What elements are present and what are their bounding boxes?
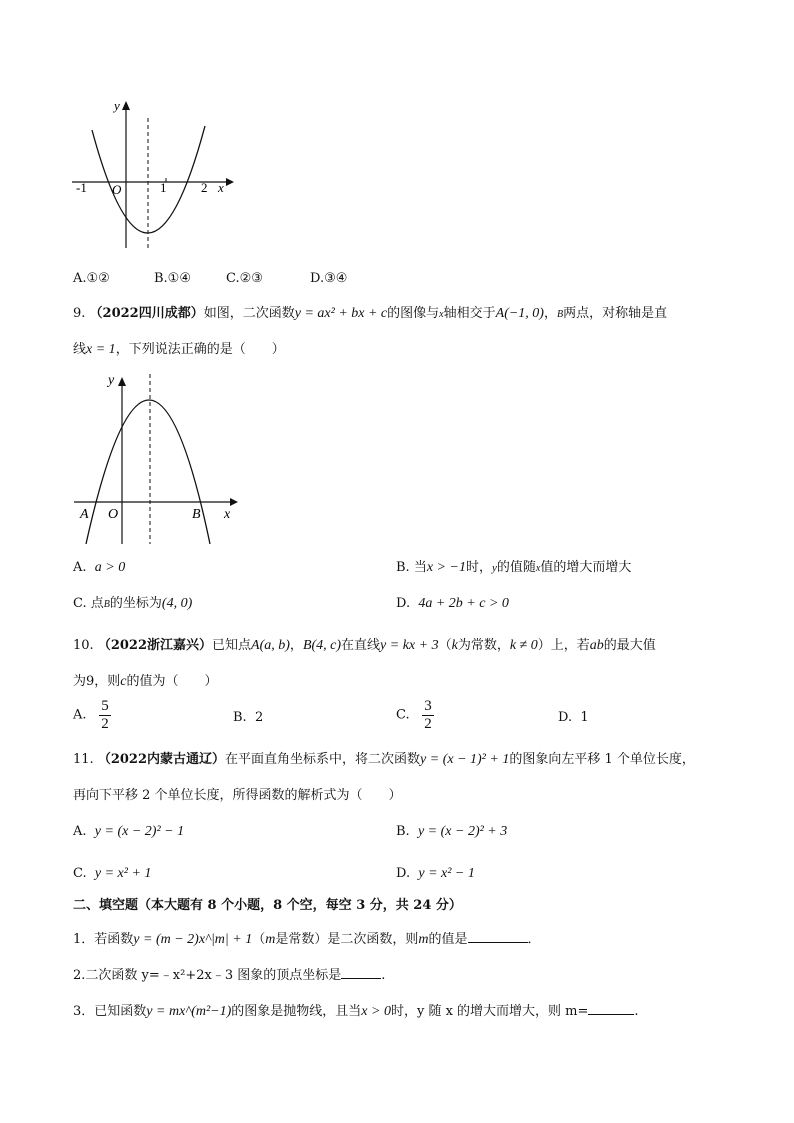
q10-number: 10. bbox=[73, 638, 94, 653]
q11-number: 11. bbox=[73, 752, 94, 767]
q9-line-2: 线x = 1，下列说法正确的是（ ） bbox=[73, 342, 285, 357]
q9-option-d: D. 4a + 2b + c > 0 bbox=[396, 596, 509, 611]
q10-option-b: B. 2 bbox=[233, 710, 264, 725]
q9-option-a: A. a > 0 bbox=[73, 560, 126, 575]
q9-source: （2022四川成都） bbox=[89, 306, 204, 321]
graph-2-parabola bbox=[86, 400, 210, 544]
q11-option-b: B. y = (x − 2)² + 3 bbox=[396, 824, 508, 839]
q11-option-a: A. y = (x − 2)² − 1 bbox=[73, 824, 185, 839]
q9-point-a: A(−1, 0) bbox=[495, 306, 544, 321]
q8-option-c: C.②③ bbox=[226, 271, 263, 286]
fill-1: 1．若函数y = (m − 2)x^|m| + 1（m是常数）是二次函数，则m的值是 ． bbox=[73, 928, 541, 950]
q10-source: （2022浙江嘉兴） bbox=[97, 638, 213, 653]
q9-number: 9. bbox=[73, 306, 86, 321]
q10-option-c: C. $\frac{3}{2}$ bbox=[396, 698, 434, 733]
q11-line-2: 再向下平移 2 个单位长度，所得函数的解析式为（ ） bbox=[73, 788, 402, 803]
q11-option-c: C. y = x² + 1 bbox=[73, 866, 152, 881]
graph-2-x-label: x bbox=[224, 507, 231, 522]
q10-option-d: D. 1 bbox=[558, 710, 589, 725]
graph-2-y-label: y bbox=[108, 373, 115, 388]
q11-source: （2022内蒙古通辽） bbox=[97, 752, 226, 767]
fill-2-answer-blank[interactable] bbox=[341, 964, 381, 979]
q9-option-c: C. 点B的坐标为(4, 0) bbox=[73, 596, 193, 611]
q10-line-1: 10. （2022浙江嘉兴）已知点A(a, b)，B(4, c)在直线y = kx + 3（k为常数，k ≠ 0）上，若ab的最大值 bbox=[73, 638, 656, 653]
q8-option-b: B.①④ bbox=[154, 271, 191, 286]
q9-axis-equation: x = 1 bbox=[86, 342, 116, 357]
q10-line-2: 为9，则c的值为（ ） bbox=[73, 674, 218, 689]
q11-line-1: 11. （2022内蒙古通辽）在平面直角坐标系中，将二次函数y = (x − 1)² + 1的图象向左平移 1 个单位长度， bbox=[73, 752, 695, 767]
fill-3: 3．已知函数y = mx^(m²−1)的图象是抛物线，且当x > 0时，y 随 x 的增大而增大，则 m= . bbox=[73, 1000, 639, 1022]
graph-2-point-b-label: B bbox=[192, 507, 201, 522]
graph-1 bbox=[70, 98, 235, 258]
graph-2 bbox=[70, 366, 245, 548]
section-2-title: 二、填空题（本大题有 8 个小题，8 个空，每空 3 分，共 24 分） bbox=[73, 898, 462, 913]
graph-1-x-arrow bbox=[226, 178, 234, 186]
graph-2-point-a-label: A bbox=[80, 507, 89, 522]
graph-2-x-arrow bbox=[230, 498, 238, 506]
q8-option-d: D.③④ bbox=[310, 271, 348, 286]
q11-option-d: D. y = x² − 1 bbox=[396, 866, 475, 881]
fill-1-answer-blank[interactable] bbox=[468, 928, 528, 943]
graph-1-y-label: y bbox=[114, 98, 120, 113]
q8-option-a: A.①② bbox=[73, 271, 110, 286]
q9-equation: y = ax² + bx + c bbox=[294, 306, 388, 321]
graph-2-origin-label: O bbox=[108, 507, 119, 522]
q9-option-b: B. 当x > −1时，y的值随x值的增大而增大 bbox=[396, 560, 632, 575]
fill-3-answer-blank[interactable] bbox=[588, 1000, 634, 1015]
q9-line-1: 9. （2022四川成都）如图，二次函数y = ax² + bx + c的图像与x轴相交于A(−1, 0)，B两点，对称轴是直 bbox=[73, 306, 668, 321]
graph-1-tick-1: 1 bbox=[160, 180, 167, 195]
q10-option-a: A. $\frac{5}{2}$ bbox=[73, 698, 111, 733]
graph-1-origin-label: O bbox=[112, 182, 122, 197]
graph-1-y-arrow bbox=[122, 101, 130, 110]
graph-1-x-label: x bbox=[218, 180, 224, 195]
fill-2: 2.二次函数 y=﹣x²+2x﹣3 图象的顶点坐标是 . bbox=[73, 964, 385, 986]
graph-1-tick-neg1: -1 bbox=[76, 180, 87, 195]
graph-1-tick-2: 2 bbox=[201, 180, 208, 195]
graph-2-y-arrow bbox=[118, 377, 126, 386]
